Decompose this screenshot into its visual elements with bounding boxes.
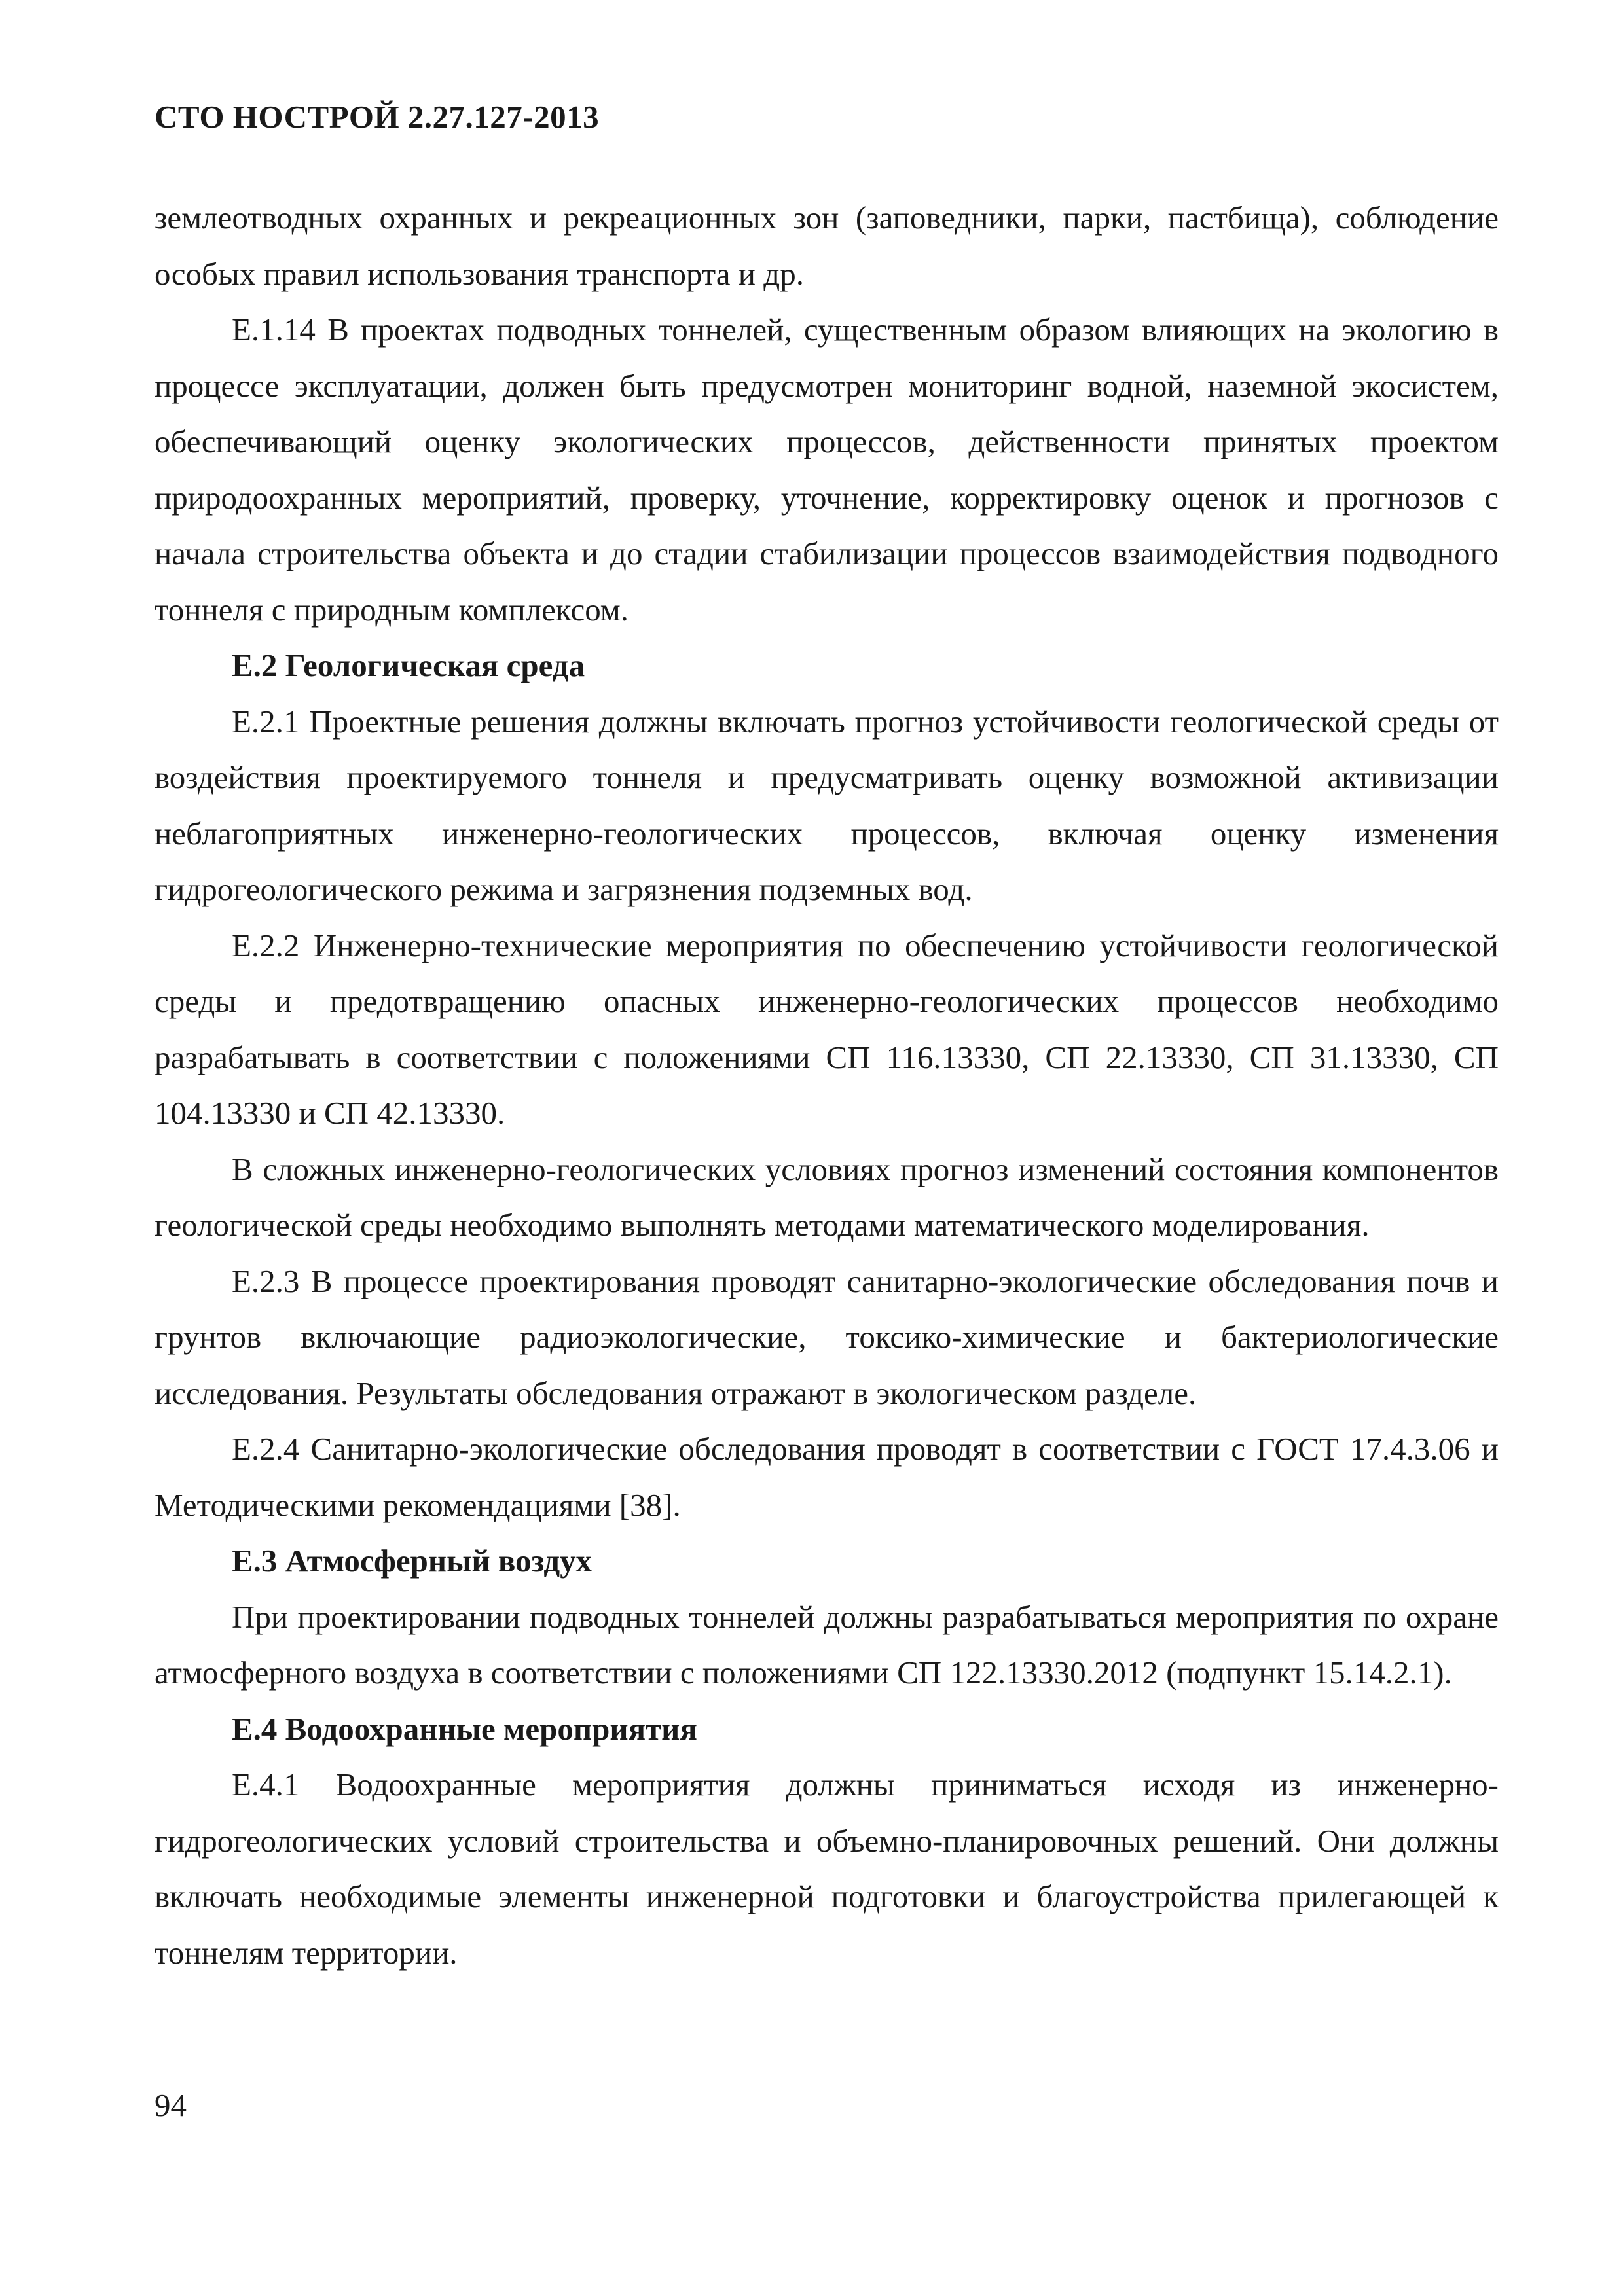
- paragraph-e2-1: Е.2.1 Проектные решения должны включать прогноз устойчивости геологической среды от воздействия проектируемого тоннеля и предусматривать оценку возможной активизации неблагоприятных инженерно-геологических процессов, включая оценку изменения гидрогеологического режима и загрязнения подземных вод.: [155, 703, 1499, 907]
- paragraph-e2-2: Е.2.2 Инженерно-технические мероприятия по обеспечению устойчивости геологической среды и предотвращению опасных инженерно-геологических процессов необходимо разрабатывать в соответствии с положениями СП 116.13330, СП 22.13330, СП 31.13330, СП 104.13330 и СП 42.13330.: [155, 927, 1499, 1131]
- paragraph-e2-4: Е.2.4 Санитарно-экологические обследования проводят в соответствии с ГОСТ 17.4.3.06 и Методическими рекомендациями [38].: [155, 1431, 1499, 1523]
- page-number: 94: [155, 2087, 187, 2123]
- paragraph-e3: При проектировании подводных тоннелей должны разрабатываться мероприятия по охране атмосферного воздуха в соответствии с положениями СП 122.13330.2012 (подпункт 15.14.2.1).: [155, 1598, 1499, 1691]
- paragraph-e2-3: Е.2.3 В процессе проектирования проводят санитарно-экологические обследования почв и грунтов включающие радиоэкологические, токсико-химические и бактериологические исследования. Результаты обследования отражают в экологическом разделе.: [155, 1263, 1499, 1411]
- section-heading-e2: Е.2 Геологическая среда: [232, 647, 585, 683]
- paragraph-e1-14: Е.1.14 В проектах подводных тоннелей, существенным образом влияющих на экологию в процессе эксплуатации, должен быть предусмотрен мониторинг водной, наземной экосистем, обеспечивающий оценку экологических процессов, действенности принятых проектом природоохранных мероприятий, проверку, уточнение, корректировку оценок и прогнозов с начала строительства объекта и до стадии стабилизации процессов взаимодействия подводного тоннеля с природным комплексом.: [155, 312, 1499, 628]
- paragraph-continuation: землеотводных охранных и рекреационных зон (заповедники, парки, пастбища), соблюдение особых правил использования транспорта и др.: [155, 200, 1499, 292]
- document-body: [155, 190, 1499, 1981]
- paragraph-complex-conditions: В сложных инженерно-геологических условиях прогноз изменений состояния компонентов геологической среды необходимо выполнять методами математического моделирования.: [155, 1151, 1499, 1243]
- section-heading-e4: Е.4 Водоохранные мероприятия: [232, 1710, 697, 1747]
- paragraph-e4-1: Е.4.1 Водоохранные мероприятия должны приниматься исходя из инженерно-гидрогеологических условий строительства и объемно-планировочных решений. Они должны включать необходимые элементы инженерной подготовки и благоустройства прилегающей к тоннелям территории.: [155, 1767, 1499, 1971]
- section-heading-e3: Е.3 Атмосферный воздух: [232, 1543, 593, 1579]
- document-header: СТО НОСТРОЙ 2.27.127-2013: [155, 99, 600, 135]
